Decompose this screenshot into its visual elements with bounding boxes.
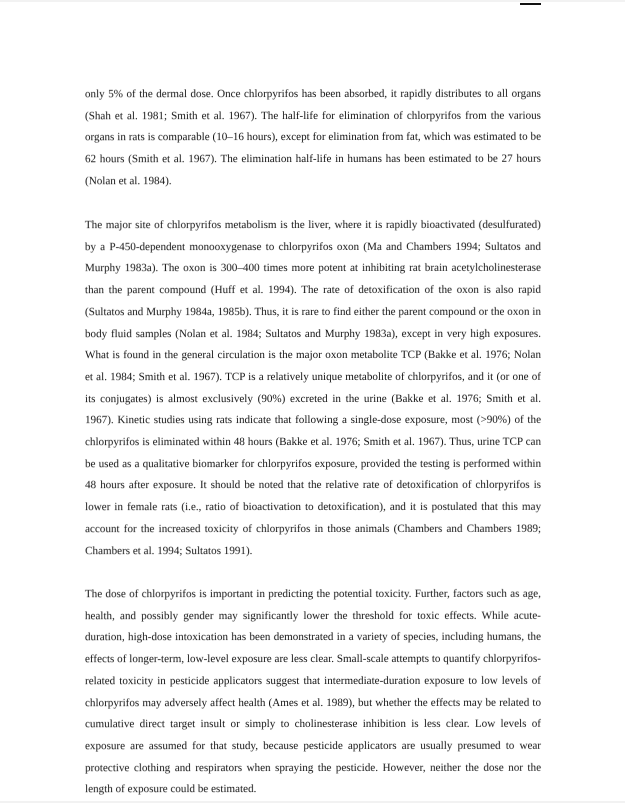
body-paragraph: The major site of chlorpyrifos metabolism is the liver, where it is rapidly bioactivated (desulfurated) by a P-450-dependent monooxygenase to chlorpyrifos oxon (Ma and Chambers 1994; Sultatos and Murphy 1983a). The oxon is 300–400 times more potent at inhibiting rat brain acetylcholinesterase than the parent compound (Huff et al. 1994). The rate of detoxification of the oxon is also rapid (Sultatos and Murphy 1984a, 1985b). Thus, it is rare to find either the parent compound or the oxon in body fluid samples (Nolan et al. 1984; Sultatos and Murphy 1983a), except in very high exposures. What is found in the general circulation is the major oxon metabolite TCP (Bakke et al. 1976; Nolan et al. 1984; Smith et al. 1967). TCP is a relatively unique metabolite of chlorpyrifos, and it (or one of its conjugates) is almost exclusively (90%) excreted in the urine (Bakke et al. 1976; Smith et al. 1967). Kinetic studies using rats indicate that following a single-dose exposure, most (>90%) of the chlorpyrifos is eliminated within 48 hours (Bakke et al. 1976; Smith et al. 1967). Thus, urine TCP can be used as a qualitative biomarker for chlorpyrifos exposure, provided the testing is performed within 48 hours after exposure. It should be noted that the relative rate of detoxification of chlorpyrifos is lower in female rats (i.e., ratio of bioactivation to detoxification), and it is postulated that this may account for the increased toxicity of chlorpyrifos in those animals (Chambers and Chambers 1989; Chambers et al. 1994; Sultatos 1991). [84,218,542,557]
body-paragraph: only 5% of the dermal dose. Once chlorpyrifos has been absorbed, it rapidly distributes to all organs (Shah et al. 1981; Smith et al. 1967). The half-life for elimination of chlorpyrifos from the various organs in rats is comparable (10–16 hours), except for elimination from fat, which was estimated to be 62 hours (Smith et al. 1967). The elimination half-life in humans has been estimated to be 27 hours (Nolan et al. 1984). [84,87,542,188]
top-dash-mark [520,3,541,5]
scan-edge-top [0,0,625,2]
body-paragraph: The dose of chlorpyrifos is important in predicting the potential toxicity. Further, factors such as age, health, and possibly gender may significantly lower the threshold for toxic effects. While acute-duration, high-dose intoxication has been demonstrated in a variety of species, including humans, the effects of longer-term, low-level exposure are less clear. Small-scale attempts to quantify chlorpyrifos-related toxicity in pesticide applicators suggest that intermediate-duration exposure to low levels of chlorpyrifos may adversely affect health (Ames et al. 1989), but whether the effects may be related to cumulative direct target insult or simply to cholinesterase inhibition is less clear. Low levels of exposure are assumed for that study, because pesticide applicators are usually presumed to wear protective clothing and respirators when spraying the pesticide. However, neither the dose nor the length of exposure could be estimated. [84,587,542,796]
text-column [85,84,541,801]
